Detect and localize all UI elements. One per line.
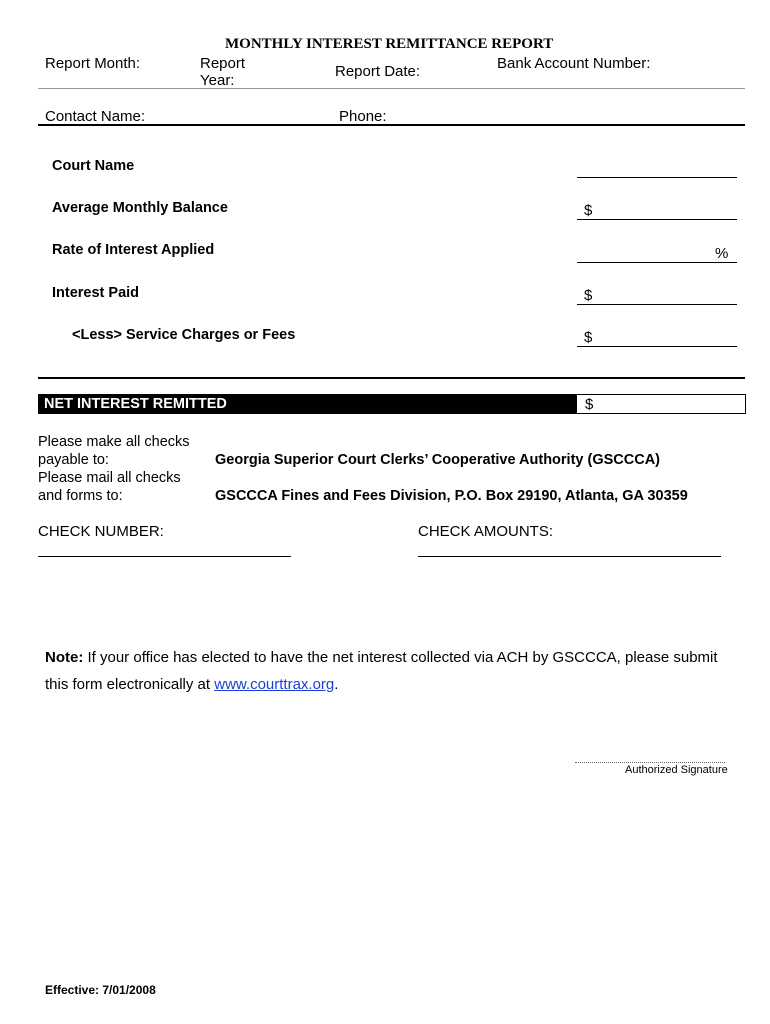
court-name-field[interactable] bbox=[577, 177, 737, 178]
check-number-label: CHECK NUMBER: bbox=[38, 523, 164, 540]
avg-balance-label: Average Monthly Balance bbox=[52, 200, 228, 216]
avg-balance-dollar: $ bbox=[584, 202, 593, 219]
net-interest-dollar: $ bbox=[585, 396, 594, 413]
mail-address: GSCCCA Fines and Fees Division, P.O. Box 29190, Atlanta, GA 30359 bbox=[215, 488, 688, 504]
check-amounts-label: CHECK AMOUNTS: bbox=[418, 523, 554, 540]
net-interest-label: NET INTEREST REMITTED bbox=[44, 396, 227, 412]
check-number-field[interactable] bbox=[38, 556, 291, 557]
note-end: . bbox=[334, 676, 339, 693]
fields-divider bbox=[38, 377, 745, 379]
note-text-2: this form electronically at bbox=[45, 676, 215, 693]
note-text-1: If your office has elected to have the net interest collected via ACH by GSCCCA, please submit bbox=[83, 649, 718, 666]
rate-field[interactable] bbox=[577, 262, 737, 263]
payee-name: Georgia Superior Court Clerks’ Cooperative Authority (GSCCCA) bbox=[215, 452, 660, 468]
net-interest-bar bbox=[38, 394, 576, 414]
payable-line-1: Please make all checks bbox=[38, 434, 190, 450]
service-charges-field[interactable] bbox=[577, 346, 737, 347]
note-label: Note: bbox=[45, 649, 84, 666]
phone-label: Phone: bbox=[339, 108, 387, 125]
header-divider bbox=[38, 88, 745, 89]
effective-date: Effective: 7/01/2008 bbox=[45, 983, 156, 997]
report-date-label: Report Date: bbox=[335, 63, 421, 80]
signature-line[interactable] bbox=[575, 762, 725, 763]
service-charges-label: <Less> Service Charges or Fees bbox=[72, 327, 296, 343]
note-line-1 bbox=[45, 649, 718, 666]
note-line-2 bbox=[45, 676, 338, 693]
interest-paid-label: Interest Paid bbox=[52, 285, 140, 301]
service-charges-dollar: $ bbox=[584, 329, 593, 346]
report-month-label: Report Month: bbox=[45, 55, 141, 72]
mail-line-1: Please mail all checks bbox=[38, 470, 181, 486]
rate-label: Rate of Interest Applied bbox=[52, 242, 215, 258]
bank-account-label: Bank Account Number: bbox=[497, 55, 651, 72]
contact-divider bbox=[38, 124, 745, 126]
check-amounts-field[interactable] bbox=[418, 556, 721, 557]
court-name-label: Court Name bbox=[52, 158, 135, 174]
avg-balance-field[interactable] bbox=[577, 219, 737, 220]
report-year-label-1: Report bbox=[200, 55, 246, 72]
courttrax-link[interactable]: www.courttrax.org bbox=[214, 676, 335, 693]
contact-name-label: Contact Name: bbox=[45, 108, 146, 125]
mail-line-2: and forms to: bbox=[38, 488, 123, 504]
interest-paid-field[interactable] bbox=[577, 304, 737, 305]
rate-percent: % bbox=[715, 245, 729, 262]
interest-paid-dollar: $ bbox=[584, 287, 593, 304]
net-interest-field[interactable] bbox=[576, 394, 746, 414]
signature-label: Authorized Signature bbox=[625, 764, 728, 776]
page-title: MONTHLY INTEREST REMITTANCE REPORT bbox=[225, 36, 554, 52]
report-year-label-2: Year: bbox=[200, 72, 235, 89]
payable-line-2: payable to: bbox=[38, 452, 109, 468]
